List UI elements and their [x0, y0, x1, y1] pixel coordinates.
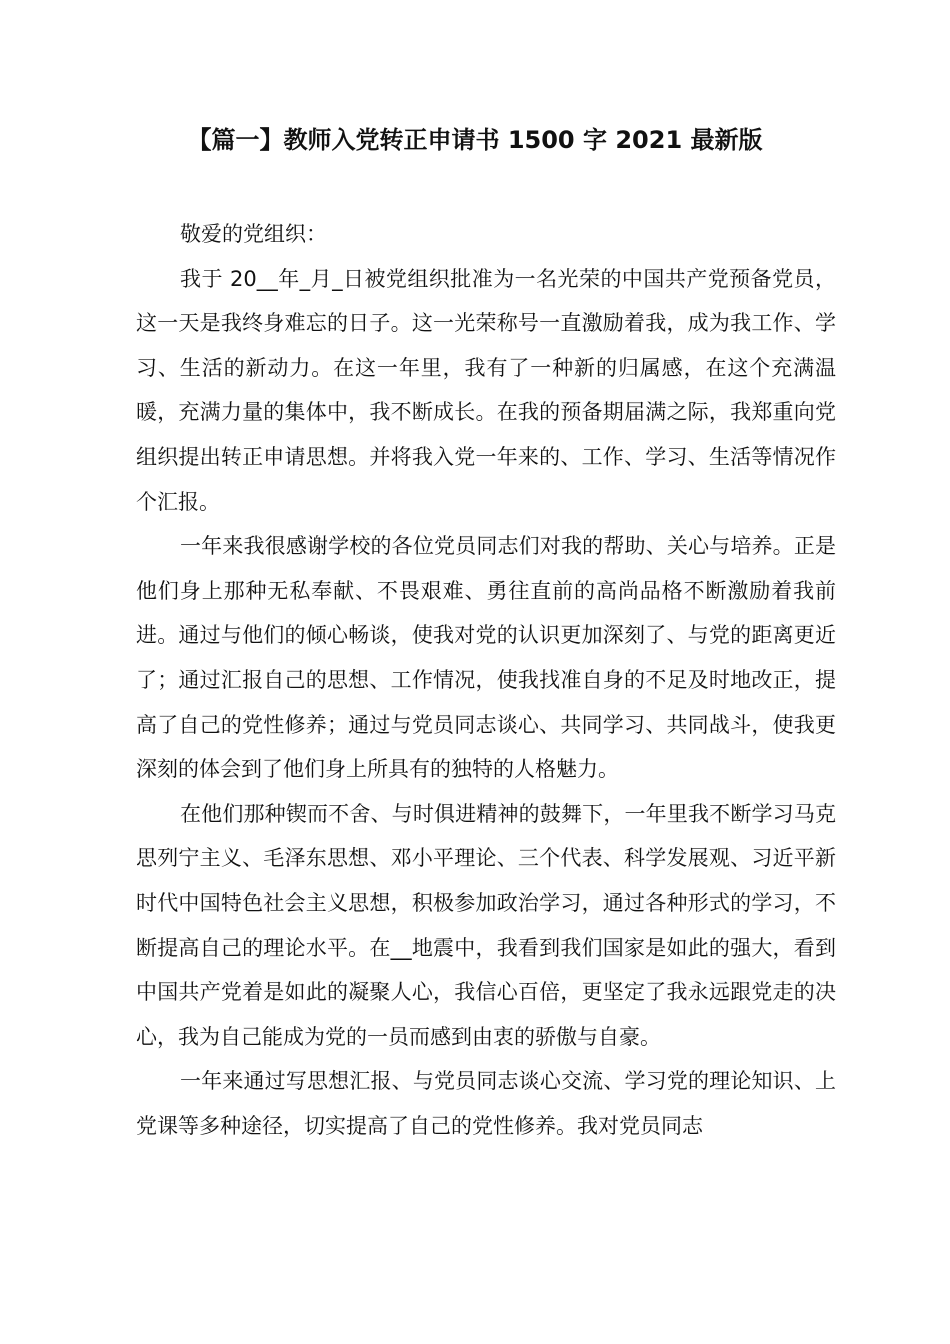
salutation: 敬爱的党组织：: [180, 222, 327, 246]
paragraph-2: 一年来我很感谢学校的各位党员同志们对我的帮助、关心与培养。正是他们身上那种无私奉献、不畏艰难、勇往直前的高尚品格不断激励着我前进。通过与他们的倾心畅谈，使我对党的认识更加深刻了、与党的距离更近了；通过汇报自己的思想、工作情况，使我找准自身的不足及时地改正，提高了自己的党性修养；通过与党员同志谈心、共同学习、共同战斗，使我更深刻的体会到了他们身上所具有的独特的人格魅力。: [136, 534, 836, 782]
document-body: [136, 212, 836, 1148]
document-title: 【篇一】教师入党转正申请书 1500 字 2021 最新版: [187, 126, 763, 154]
paragraph-1: 我于 20__年_月_日被党组织批准为一名光荣的中国共产党预备党员，这一天是我终身难忘的日子。这一光荣称号一直激励着我，成为我工作、学习、生活的新动力。在这一年里，我有了一种新的归属感，在这个充满温暖，充满力量的集体中，我不断成长。在我的预备期届满之际，我郑重向党组织提出转正申请思想。并将我入党一年来的、工作、学习、生活等情况作个汇报。: [136, 266, 836, 514]
paragraph-4: 一年来通过写思想汇报、与党员同志谈心交流、学习党的理论知识、上党课等多种途径，切实提高了自己的党性修养。我对党员同志: [136, 1069, 836, 1138]
paragraph-3: 在他们那种锲而不舍、与时俱进精神的鼓舞下，一年里我不断学习马克思列宁主义、毛泽东思想、邓小平理论、三个代表、科学发展观、习近平新时代中国特色社会主义思想，积极参加政治学习，通过各种形式的学习，不断提高自己的理论水平。在__地震中，我看到我们国家是如此的强大，看到中国共产党着是如此的凝聚人心，我信心百倍，更坚定了我永远跟党走的决心，我为自己能成为党的一员而感到由衷的骄傲与自豪。: [136, 801, 836, 1049]
